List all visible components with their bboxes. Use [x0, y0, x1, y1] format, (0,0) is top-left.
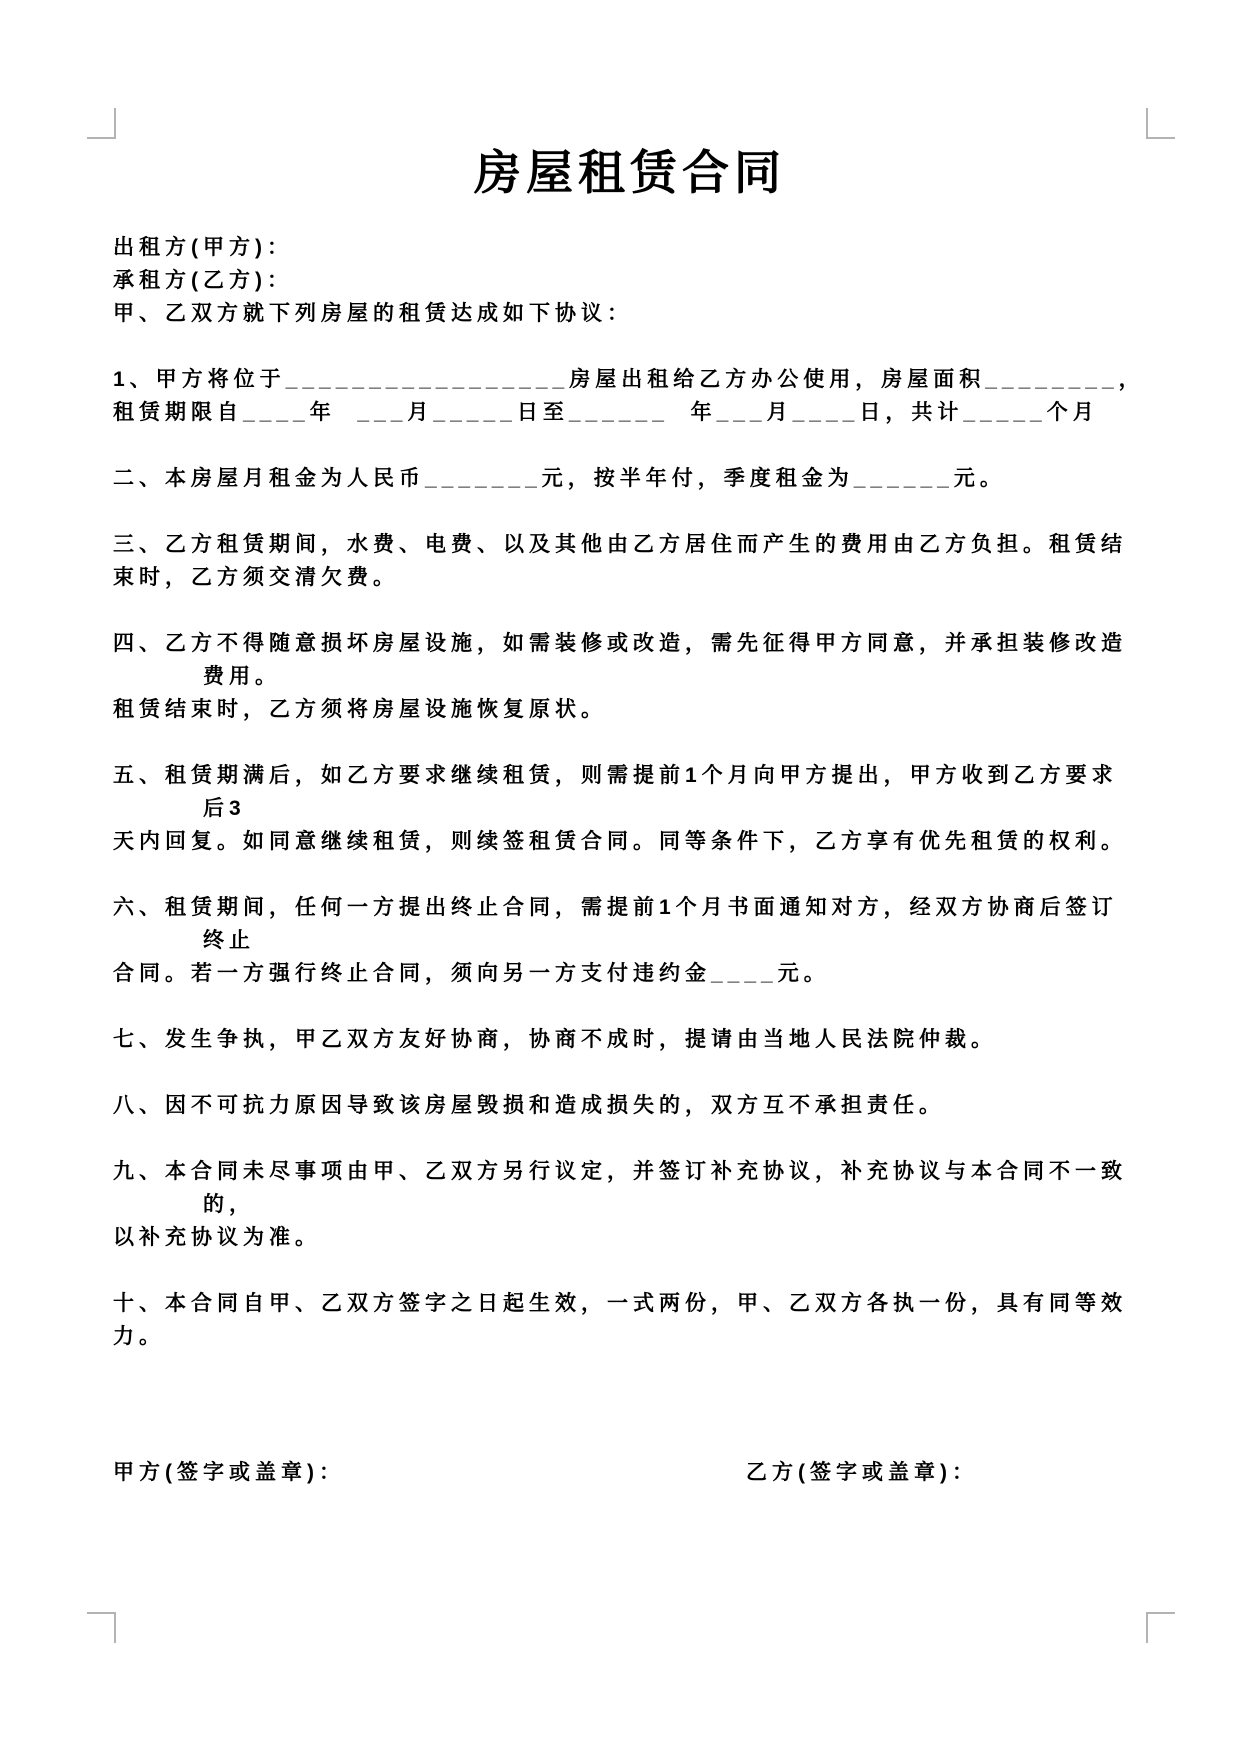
clause-10-line-1: 十、本合同自甲、乙双方签字之日起生效，一式两份，甲、乙双方各执一份，具有同等效: [113, 1292, 1127, 1315]
clause-5: [113, 759, 1260, 858]
clause-3-line-1: 三、乙方租赁期间，水费、电费、以及其他由乙方居住而产生的费用由乙方负担。租赁结: [113, 533, 1127, 556]
clause-9-line-3: 以补充协议为准。: [113, 1226, 321, 1249]
agreement-intro-line: 甲、乙双方就下列房屋的租赁达成如下协议：: [113, 302, 633, 325]
clause-3-line-2: 束时，乙方须交清欠费。: [113, 566, 399, 589]
clause-5-line-2: 后3: [203, 797, 246, 820]
clause-9-line-1: 九、本合同未尽事项由甲、乙双方另行议定，并签订补充协议，补充协议与本合同不一致: [113, 1160, 1127, 1183]
lessor-party-a-line: 出租方(甲方)：: [113, 236, 293, 259]
clause-10: [113, 1287, 1260, 1353]
clause-1-line-1: 1、甲方将位于_________________房屋出租给乙方办公使用，房屋面积________，: [113, 368, 1145, 391]
clause-7-line-1: 七、发生争执，甲乙双方友好协商，协商不成时，提请由当地人民法院仲裁。: [113, 1028, 997, 1051]
text-boundary-mark-bottom-right: [1146, 1612, 1175, 1643]
clause-5-line-1: 五、租赁期满后，如乙方要求继续租赁，则需提前1个月向甲方提出，甲方收到乙方要求: [113, 764, 1118, 787]
party-a-signature-label: 甲方(签字或盖章)：: [113, 1461, 345, 1484]
signature-row: [113, 1456, 1260, 1489]
clause-9: [113, 1155, 1260, 1254]
clause-1: [113, 363, 1260, 429]
clause-2-line-1: 二、本房屋月租金为人民币_______元，按半年付，季度租金为______元。: [113, 467, 1006, 490]
clause-4: [113, 627, 1260, 726]
clause-3: [113, 528, 1260, 594]
clause-6-line-2: 终止: [203, 929, 255, 952]
party-b-signature-label: 乙方(签字或盖章)：: [746, 1461, 978, 1484]
clause-4-line-2: 费用。: [203, 665, 281, 688]
clause-9-line-2: 的，: [203, 1193, 255, 1216]
clause-1-line-2: 租赁期限自____年 ___月_____日至______ 年___月____日，共计_____个月: [113, 401, 1099, 424]
clause-2: [113, 462, 1260, 495]
clause-8-line-1: 八、因不可抗力原因导致该房屋毁损和造成损失的，双方互不承担责任。: [113, 1094, 945, 1117]
clause-6-line-3: 合同。若一方强行终止合同，须向另一方支付违约金____元。: [113, 962, 830, 985]
text-boundary-mark-bottom-left: [87, 1612, 116, 1643]
intro-paragraph: [113, 231, 1260, 330]
clause-4-line-3: 租赁结束时，乙方须将房屋设施恢复原状。: [113, 698, 607, 721]
clause-10-line-2: 力。: [113, 1325, 165, 1348]
clause-7: [113, 1023, 1260, 1056]
clause-5-line-3: 天内回复。如同意继续租赁，则续签租赁合同。同等条件下，乙方享有优先租赁的权利。: [113, 830, 1127, 853]
clause-8: [113, 1089, 1260, 1122]
clause-6-line-1: 六、租赁期间，任何一方提出终止合同，需提前1个月书面通知对方，经双方协商后签订: [113, 896, 1118, 919]
document-title: 房屋租赁合同: [474, 146, 786, 199]
clause-6: [113, 891, 1260, 990]
clause-4-line-1: 四、乙方不得随意损坏房屋设施，如需装修或改造，需先征得甲方同意，并承担装修改造: [113, 632, 1127, 655]
lessee-party-b-line: 承租方(乙方)：: [113, 269, 293, 292]
